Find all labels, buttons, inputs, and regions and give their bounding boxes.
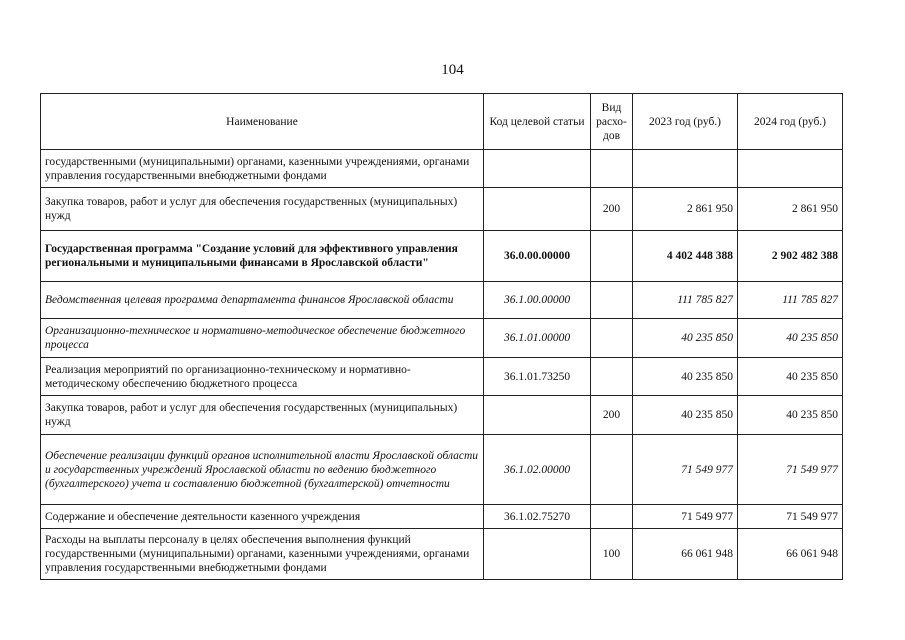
cell-type: 200 (591, 396, 633, 435)
table-row (41, 150, 843, 188)
cell-name: Государственная программа "Создание условий для эффективного управления региональными и муниципальными финансами в Ярославской области" (41, 231, 484, 282)
cell-code (484, 188, 591, 231)
cell-2024: 40 235 850 (738, 319, 843, 358)
table-body (41, 150, 843, 580)
cell-2024: 40 235 850 (738, 396, 843, 435)
cell-name: Обеспечение реализации функций органов исполнительной власти Ярославской области и государственных учреждений Ярославской области по ведению бюджетного (бухгалтерского) учета и составлению бюджетной (бухгалтерской) отчетности (41, 435, 484, 505)
header-2024: 2024 год (руб.) (738, 94, 843, 150)
table-row (41, 319, 843, 358)
cell-2024 (738, 150, 843, 188)
table-row (41, 231, 843, 282)
table-row (41, 282, 843, 319)
cell-code: 36.1.02.00000 (484, 435, 591, 505)
cell-code: 36.0.00.00000 (484, 231, 591, 282)
cell-2024: 111 785 827 (738, 282, 843, 319)
cell-2024: 71 549 977 (738, 505, 843, 529)
cell-type (591, 505, 633, 529)
cell-name: Реализация мероприятий по организационно-техническому и нормативно-методическому обеспечению бюджетного процесса (41, 358, 484, 396)
cell-code: 36.1.02.75270 (484, 505, 591, 529)
cell-2023: 111 785 827 (633, 282, 738, 319)
cell-name: государственными (муниципальными) органами, казенными учреждениями, органами управления государственными внебюджетными фондами (41, 150, 484, 188)
cell-type (591, 231, 633, 282)
cell-2023: 4 402 448 388 (633, 231, 738, 282)
cell-2024: 2 902 482 388 (738, 231, 843, 282)
cell-name: Закупка товаров, работ и услуг для обеспечения государственных (муниципальных) нужд (41, 396, 484, 435)
header-code: Код целевой статьи (484, 94, 591, 150)
cell-type (591, 435, 633, 505)
table-row (41, 529, 843, 580)
cell-type (591, 150, 633, 188)
cell-name: Закупка товаров, работ и услуг для обеспечения государственных (муниципальных) нужд (41, 188, 484, 231)
table-row (41, 396, 843, 435)
cell-code (484, 150, 591, 188)
cell-code (484, 529, 591, 580)
budget-table (40, 93, 843, 580)
cell-2023: 40 235 850 (633, 319, 738, 358)
cell-type (591, 282, 633, 319)
table-row (41, 188, 843, 231)
cell-2024: 40 235 850 (738, 358, 843, 396)
header-name: Наименование (41, 94, 484, 150)
header-2023: 2023 год (руб.) (633, 94, 738, 150)
table-row (41, 435, 843, 505)
cell-type (591, 358, 633, 396)
table-header-row (41, 94, 843, 150)
cell-code: 36.1.01.00000 (484, 319, 591, 358)
cell-2023: 71 549 977 (633, 505, 738, 529)
cell-code: 36.1.01.73250 (484, 358, 591, 396)
cell-code (484, 396, 591, 435)
cell-2024: 71 549 977 (738, 435, 843, 505)
cell-type: 100 (591, 529, 633, 580)
cell-2023: 71 549 977 (633, 435, 738, 505)
cell-2023 (633, 150, 738, 188)
cell-2023: 66 061 948 (633, 529, 738, 580)
cell-name: Расходы на выплаты персоналу в целях обеспечения выполнения функций государственными (муниципальными) органами, казенными учреждениями, органами управления государственными внебюджетными фондами (41, 529, 484, 580)
cell-2023: 40 235 850 (633, 358, 738, 396)
cell-name: Ведомственная целевая программа департамента финансов Ярославской области (41, 282, 484, 319)
header-type: Вид расхо-дов (591, 94, 633, 150)
cell-2024: 66 061 948 (738, 529, 843, 580)
page-number: 104 (441, 62, 464, 78)
cell-name: Содержание и обеспечение деятельности казенного учреждения (41, 505, 484, 529)
cell-type (591, 319, 633, 358)
cell-name: Организационно-техническое и нормативно-методическое обеспечение бюджетного процесса (41, 319, 484, 358)
cell-code: 36.1.00.00000 (484, 282, 591, 319)
cell-2024: 2 861 950 (738, 188, 843, 231)
table-row (41, 358, 843, 396)
cell-2023: 2 861 950 (633, 188, 738, 231)
cell-2023: 40 235 850 (633, 396, 738, 435)
table-row (41, 505, 843, 529)
cell-type: 200 (591, 188, 633, 231)
